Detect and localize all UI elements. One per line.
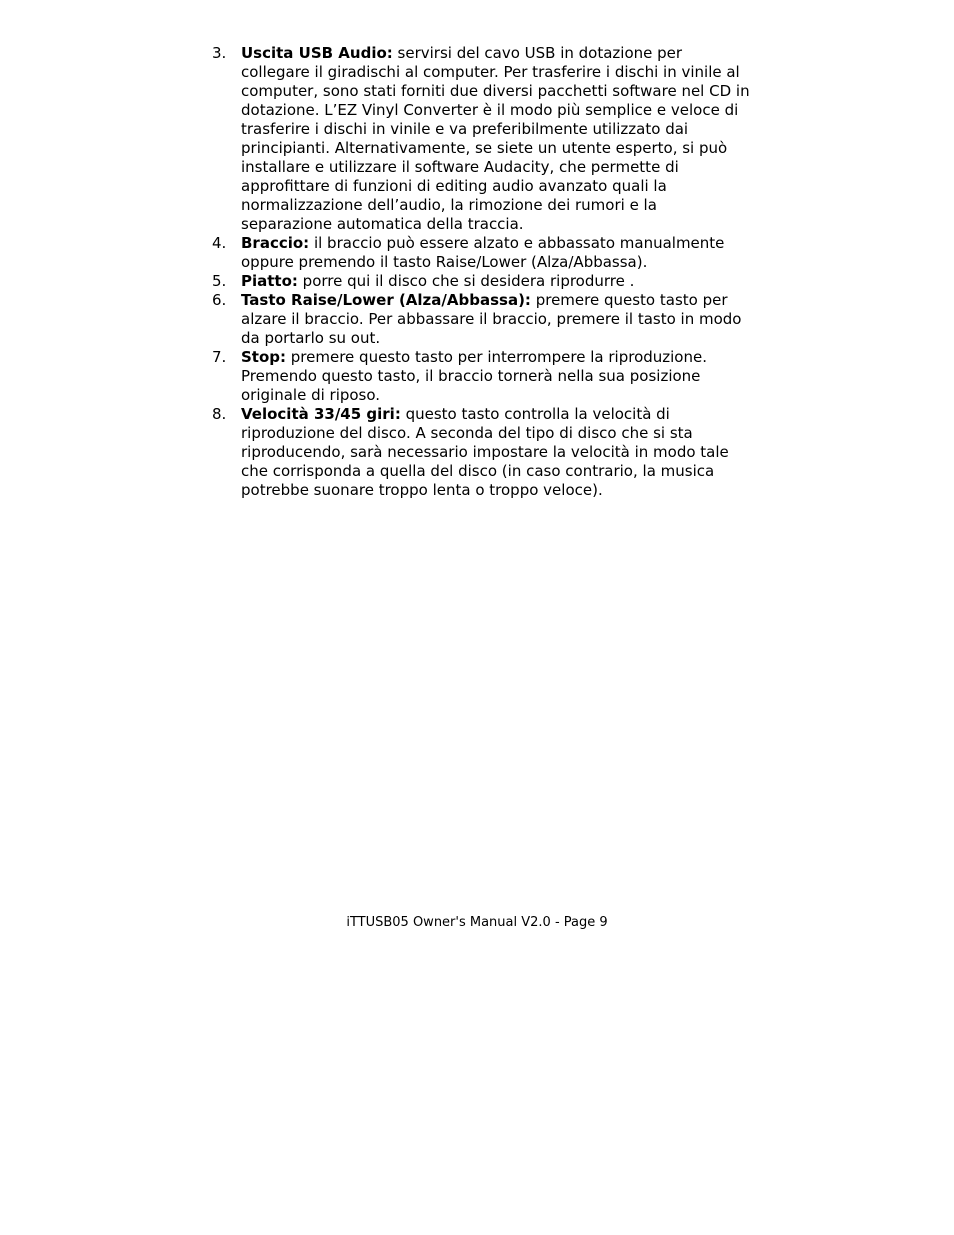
numbered-list [212, 44, 752, 500]
list-item-text: servirsi del cavo USB in dotazione per collegare il giradischi al computer. Per trasferire i dischi in vinile al computer, sono stati forniti due diversi pacchetti software nel CD in dotazione. L’EZ Vinyl Converter è il modo più semplice e veloce di trasferire i dischi in vinile e va preferibilmente utilizzato dai principianti. Alternativamente, se siete un utente esperto, si può installare e utilizzare il software Audacity, che permette di approfittare di funzioni di editing audio avanzato quali la normalizzazione dell’audio, la rimozione dei rumori e la separazione automatica della traccia. [241, 44, 750, 233]
list-item-text: premere questo tasto per alzare il braccio. Per abbassare il braccio, premere il tasto in modo da portarlo su out. [241, 291, 742, 347]
page-footer: iTTUSB05 Owner's Manual V2.0 - Page 9 [346, 915, 608, 930]
list-item-text: porre qui il disco che si desidera riprodurre . [297, 272, 635, 290]
list-item-term: Stop: [241, 348, 287, 366]
list-item-speed [212, 405, 752, 500]
list-item-number: 4. [212, 234, 227, 252]
list-item-term: Piatto: [241, 272, 298, 290]
list-item-usb-audio-output [212, 44, 752, 234]
list-item-term: Braccio: [241, 234, 310, 252]
list-item-body [241, 348, 752, 405]
list-item-term: Uscita USB Audio: [241, 44, 393, 62]
list-item-number: 3. [212, 44, 227, 62]
list-item-number: 6. [212, 291, 227, 309]
list-item-stop [212, 348, 752, 405]
list-item-term: Velocità 33/45 giri: [241, 405, 401, 423]
list-item-platter [212, 272, 752, 291]
list-item-text: premere questo tasto per interrompere la riproduzione. Premendo questo tasto, il braccio tornerà nella sua posizione originale di riposo. [241, 348, 707, 404]
list-item-body [241, 44, 752, 234]
list-item-tonearm [212, 234, 752, 272]
list-item-body [241, 291, 752, 348]
list-item-number: 8. [212, 405, 227, 423]
list-item-body [241, 405, 752, 500]
list-item-text: questo tasto controlla la velocità di riproduzione del disco. A seconda del tipo di disco che si sta riproducendo, sarà necessario impostare la velocità in modo tale che corrisponda a quella del disco (in caso contrario, la musica potrebbe suonare troppo lenta o troppo veloce). [241, 405, 729, 499]
list-item-text: il braccio può essere alzato e abbassato manualmente oppure premendo il tasto Raise/Lower (Alza/Abbassa). [241, 234, 725, 271]
list-item-body [241, 234, 752, 272]
list-item-number: 5. [212, 272, 227, 290]
list-item-number: 7. [212, 348, 227, 366]
list-item-body [241, 272, 752, 291]
list-item-term: Tasto Raise/Lower (Alza/Abbassa): [241, 291, 531, 309]
list-item-raise-lower-button [212, 291, 752, 348]
